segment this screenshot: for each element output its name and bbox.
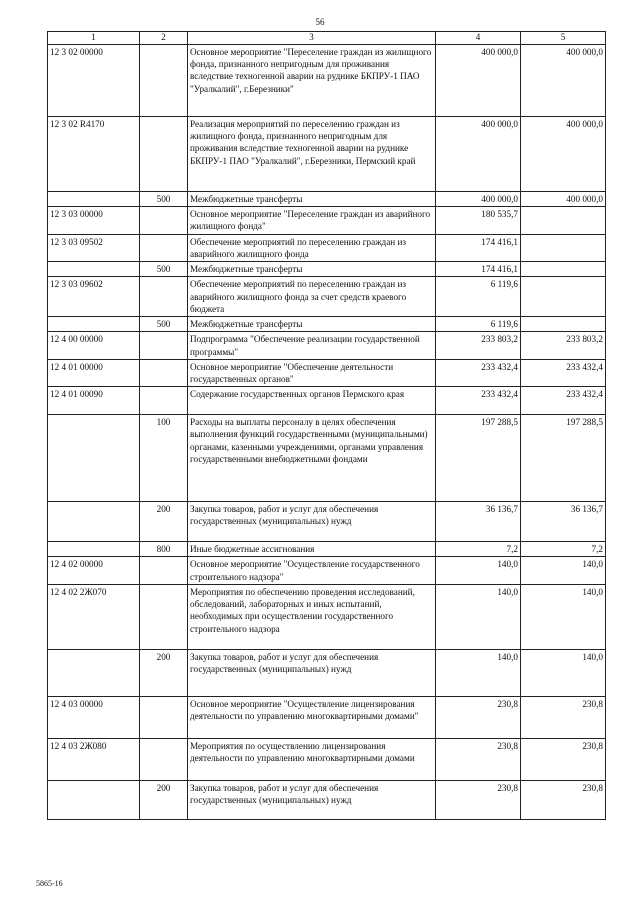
- row-code: 12 4 01 00090: [48, 387, 140, 415]
- row-amount-2016: 230,8: [436, 780, 521, 819]
- table-row: [48, 262, 606, 277]
- row-amount-2016: 230,8: [436, 696, 521, 738]
- row-code: [48, 191, 140, 206]
- row-amount-2016: 174 416,1: [436, 262, 521, 277]
- row-name: Обеспечение мероприятий по переселению граждан из аварийного жилищного фонда: [188, 234, 436, 261]
- row-amount-2017: 400 000,0: [521, 44, 606, 116]
- row-code: 12 3 03 09602: [48, 277, 140, 317]
- row-code: [48, 649, 140, 696]
- row-code: 12 4 03 2Ж080: [48, 738, 140, 780]
- row-name: Закупка товаров, работ и услуг для обеспечения государственных (муниципальных) нужд: [188, 780, 436, 819]
- row-amount-2016: 7,2: [436, 542, 521, 557]
- row-amount-2016: 400 000,0: [436, 44, 521, 116]
- row-expense-type: 800: [140, 542, 188, 557]
- row-code: 12 3 02 00000: [48, 44, 140, 116]
- column-header-4: 4: [436, 32, 521, 45]
- row-name: Реализация мероприятий по переселению граждан из жилищного фонда, признанного непригодным для проживания вследствие техногенной аварии на руднике БКПРУ-1 ПАО "Уралкалий", г.Березники, Пермский край: [188, 116, 436, 191]
- row-amount-2016: 233 432,4: [436, 387, 521, 415]
- row-name: Основное мероприятие "Осуществление лицензирования деятельности по управлению многоквартирными домами": [188, 696, 436, 738]
- row-amount-2017: 230,8: [521, 780, 606, 819]
- table-row: [48, 359, 606, 386]
- row-amount-2017: 140,0: [521, 584, 606, 649]
- row-expense-type: [140, 557, 188, 584]
- row-name: Закупка товаров, работ и услуг для обеспечения государственных (муниципальных) нужд: [188, 649, 436, 696]
- row-code: 12 3 03 00000: [48, 207, 140, 234]
- row-amount-2017: 36 136,7: [521, 502, 606, 542]
- table-body: [48, 44, 606, 819]
- row-expense-type: 500: [140, 191, 188, 206]
- row-amount-2017: 233 432,4: [521, 387, 606, 415]
- row-amount-2016: 400 000,0: [436, 116, 521, 191]
- row-amount-2017: 400 000,0: [521, 191, 606, 206]
- row-amount-2016: 233 432,4: [436, 359, 521, 386]
- row-expense-type: [140, 234, 188, 261]
- row-name: Подпрограмма "Обеспечение реализации государственной программы": [188, 332, 436, 359]
- table-row: [48, 332, 606, 359]
- row-amount-2016: 140,0: [436, 584, 521, 649]
- row-expense-type: [140, 44, 188, 116]
- row-name: Содержание государственных органов Пермского края: [188, 387, 436, 415]
- row-code: 12 4 00 00000: [48, 332, 140, 359]
- row-name: Обеспечение мероприятий по переселению граждан из аварийного жилищного фонда за счет средств краевого бюджета: [188, 277, 436, 317]
- row-expense-type: 200: [140, 502, 188, 542]
- table-row: [48, 557, 606, 584]
- row-code: [48, 415, 140, 502]
- row-code: 12 3 03 09502: [48, 234, 140, 261]
- column-header-3: 3: [188, 32, 436, 45]
- row-expense-type: 500: [140, 262, 188, 277]
- row-expense-type: 200: [140, 780, 188, 819]
- row-name: Мероприятия по осуществлению лицензирования деятельности по управлению многоквартирными домами: [188, 738, 436, 780]
- row-name: Основное мероприятие "Обеспечение деятельности государственных органов": [188, 359, 436, 386]
- row-name: Иные бюджетные ассигнования: [188, 542, 436, 557]
- row-amount-2017: 400 000,0: [521, 116, 606, 191]
- row-amount-2017: [521, 277, 606, 317]
- row-expense-type: 200: [140, 649, 188, 696]
- row-code: [48, 317, 140, 332]
- column-header-5: 5: [521, 32, 606, 45]
- table-row: [48, 191, 606, 206]
- row-name: Основное мероприятие "Переселение граждан из жилищного фонда, признанного непригодным для проживания вследствие техногенной аварии на руднике БКПРУ-1 ПАО "Уралкалий", г.Березники": [188, 44, 436, 116]
- row-amount-2017: [521, 317, 606, 332]
- table-row: [48, 317, 606, 332]
- row-expense-type: [140, 277, 188, 317]
- table-row: [48, 277, 606, 317]
- row-amount-2016: 233 803,2: [436, 332, 521, 359]
- row-amount-2016: 180 535,7: [436, 207, 521, 234]
- row-expense-type: [140, 359, 188, 386]
- row-code: 12 4 02 00000: [48, 557, 140, 584]
- row-name: Мероприятия по обеспечению проведения исследований, обследований, лабораторных и иных испытаний, необходимых при осуществлении государственного строительного надзора: [188, 584, 436, 649]
- row-code: 12 4 03 00000: [48, 696, 140, 738]
- page-number: 56: [315, 17, 325, 27]
- row-amount-2017: 230,8: [521, 696, 606, 738]
- document-code: 5865-16: [36, 879, 63, 888]
- row-code: [48, 262, 140, 277]
- row-code: [48, 542, 140, 557]
- column-number-row: [48, 32, 606, 45]
- row-amount-2017: 7,2: [521, 542, 606, 557]
- row-amount-2017: 140,0: [521, 557, 606, 584]
- row-code: [48, 502, 140, 542]
- row-name: Межбюджетные трансферты: [188, 191, 436, 206]
- table-row: [48, 116, 606, 191]
- row-name: Основное мероприятие "Переселение граждан из аварийного жилищного фонда": [188, 207, 436, 234]
- row-amount-2016: 36 136,7: [436, 502, 521, 542]
- row-amount-2017: 233 803,2: [521, 332, 606, 359]
- row-expense-type: [140, 584, 188, 649]
- column-header-1: 1: [48, 32, 140, 45]
- row-amount-2016: 400 000,0: [436, 191, 521, 206]
- row-name: Межбюджетные трансферты: [188, 262, 436, 277]
- table-row: [48, 234, 606, 261]
- table-row: [48, 387, 606, 415]
- row-amount-2017: 230,8: [521, 738, 606, 780]
- row-amount-2017: 197 288,5: [521, 415, 606, 502]
- row-amount-2016: 230,8: [436, 738, 521, 780]
- row-expense-type: [140, 387, 188, 415]
- table-row: [48, 584, 606, 649]
- row-name: Расходы на выплаты персоналу в целях обеспечения выполнения функций государственными (муниципальными) органами, казенными учреждениями, органами управления государственными внебюджетными фондами: [188, 415, 436, 502]
- row-expense-type: [140, 696, 188, 738]
- row-amount-2016: 197 288,5: [436, 415, 521, 502]
- row-expense-type: 500: [140, 317, 188, 332]
- row-amount-2017: [521, 234, 606, 261]
- table-row: [48, 44, 606, 116]
- row-expense-type: [140, 207, 188, 234]
- row-expense-type: [140, 738, 188, 780]
- row-amount-2017: 233 432,4: [521, 359, 606, 386]
- row-amount-2017: [521, 207, 606, 234]
- table-row: [48, 502, 606, 542]
- row-amount-2016: 6 119,6: [436, 317, 521, 332]
- table-row: [48, 649, 606, 696]
- table-row: [48, 207, 606, 234]
- row-code: 12 4 01 00000: [48, 359, 140, 386]
- row-amount-2017: [521, 262, 606, 277]
- row-code: 12 4 02 2Ж070: [48, 584, 140, 649]
- row-amount-2017: 140,0: [521, 649, 606, 696]
- budget-table: [47, 31, 606, 820]
- row-name: Основное мероприятие "Осуществление государственного строительного надзора": [188, 557, 436, 584]
- row-expense-type: [140, 332, 188, 359]
- row-expense-type: 100: [140, 415, 188, 502]
- table-row: [48, 696, 606, 738]
- row-amount-2016: 6 119,6: [436, 277, 521, 317]
- row-amount-2016: 174 416,1: [436, 234, 521, 261]
- row-expense-type: [140, 116, 188, 191]
- row-code: 12 3 02 R4170: [48, 116, 140, 191]
- row-name: Закупка товаров, работ и услуг для обеспечения государственных (муниципальных) нужд: [188, 502, 436, 542]
- row-amount-2016: 140,0: [436, 557, 521, 584]
- row-code: [48, 780, 140, 819]
- table-row: [48, 542, 606, 557]
- table-row: [48, 780, 606, 819]
- table-row: [48, 738, 606, 780]
- row-amount-2016: 140,0: [436, 649, 521, 696]
- row-name: Межбюджетные трансферты: [188, 317, 436, 332]
- column-header-2: 2: [140, 32, 188, 45]
- table-row: [48, 415, 606, 502]
